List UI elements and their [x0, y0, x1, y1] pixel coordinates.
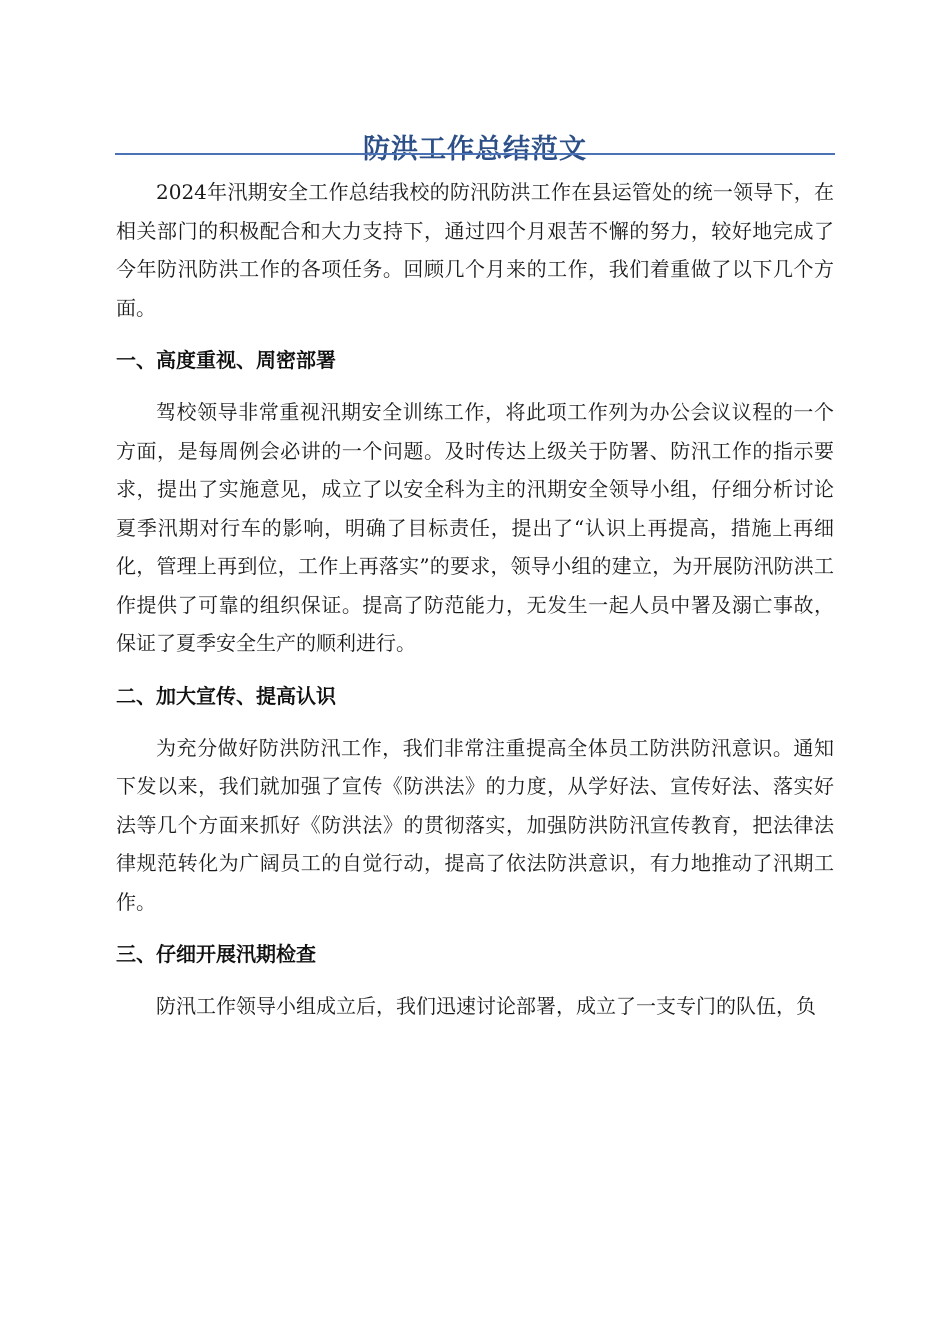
title-underline — [115, 153, 835, 155]
section-2-paragraph: 为充分做好防洪防汛工作，我们非常注重提高全体员工防洪防汛意识。通知下发以来，我们就加强了宣传《防洪法》的力度，从学好法、宣传好法、落实好法等几个方面来抓好《防洪法》的贯彻落实，加强防洪防汛宣传教育，把法律法律规范转化为广阔员工的自觉行动，提高了依法防洪意识，有力地推动了汛期工作。 — [116, 735, 834, 914]
section-3-heading: 三、仔细开展汛期检查 — [116, 942, 316, 966]
document-title: 防洪工作总结范文 — [363, 134, 587, 166]
intro-paragraph: 2024年汛期安全工作总结我校的防汛防洪工作在县运管处的统一领导下，在相关部门的积极配合和大力支持下，通过四个月艰苦不懈的努力，较好地完成了今年防汛防洪工作的各项任务。回顾几个月来的工作，我们着重做了以下几个方面。 — [116, 180, 834, 320]
section-1-paragraph: 驾校领导非常重视汛期安全训练工作，将此项工作列为办公会议议程的一个方面，是每周例会必讲的一个问题。及时传达上级关于防署、防汛工作的指示要求，提出了实施意见，成立了以安全科为主的汛期安全领导小组，仔细分析讨论夏季汛期对行车的影响，明确了目标责任，提出了“认识上再提高，措施上再细化，管理上再到位，工作上再落实”的要求，领导小组的建立，为开展防汛防洪工作提供了可靠的组织保证。提高了防范能力，无发生一起人员中署及溺亡事故，保证了夏季安全生产的顺利进行。 — [116, 400, 834, 655]
section-2-heading: 二、加大宣传、提高认识 — [116, 683, 336, 708]
section-1-heading: 一、高度重视、周密部署 — [116, 348, 336, 372]
section-3-paragraph: 防汛工作领导小组成立后，我们迅速讨论部署，成立了一支专门的队伍，负 — [156, 994, 816, 1018]
document-body — [116, 173, 834, 1026]
